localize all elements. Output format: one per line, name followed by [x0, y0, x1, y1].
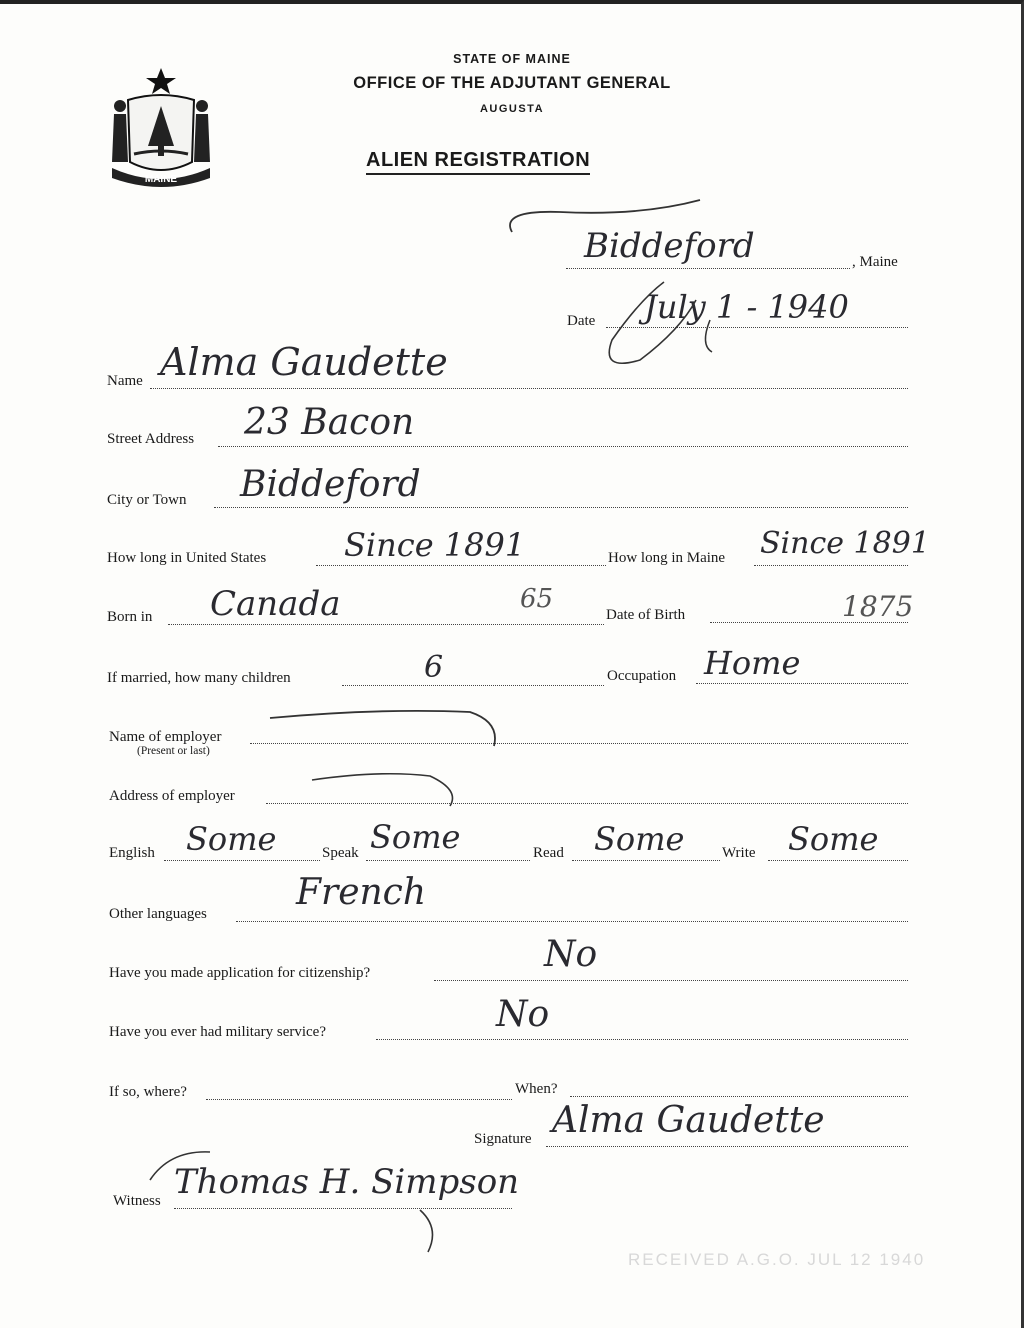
- date-entry: July 1 - 1940: [644, 288, 849, 326]
- citizenship-label: Have you made application for citizenship?: [109, 965, 371, 981]
- svg-text:MAINE: MAINE: [144, 174, 178, 185]
- other-languages-entry: French: [296, 872, 427, 913]
- dob-entry: 1875: [842, 590, 914, 623]
- street-label: Street Address: [107, 431, 195, 447]
- write-entry: Some: [788, 820, 879, 858]
- city-entry: Biddeford: [240, 464, 421, 505]
- citizenship-entry: No: [544, 934, 598, 975]
- read-entry: Some: [594, 820, 685, 858]
- signature-label: Signature: [474, 1131, 532, 1147]
- name-entry: Alma Gaudette: [160, 340, 448, 384]
- born-entry: Canada: [210, 584, 341, 624]
- english-label: English: [109, 845, 155, 861]
- witness-entry: Thomas H. Simpson: [174, 1162, 520, 1202]
- military-label: Have you ever had military service?: [109, 1024, 326, 1040]
- other-languages-label: Other languages: [109, 906, 207, 922]
- state-heading: STATE OF MAINE: [453, 52, 571, 66]
- where-label: If so, where?: [109, 1084, 187, 1100]
- read-label: Read: [533, 845, 564, 861]
- us-duration-entry: Since 1891: [344, 526, 526, 564]
- name-label: Name: [107, 373, 143, 389]
- maine-suffix: , Maine: [852, 254, 898, 270]
- occupation-label: Occupation: [607, 668, 677, 684]
- city-label: City or Town: [107, 492, 187, 508]
- us-duration-label: How long in United States: [107, 550, 267, 566]
- employer-sublabel: (Present or last): [137, 745, 210, 757]
- occupation-entry: Home: [704, 644, 801, 682]
- employer-address-label: Address of employer: [109, 788, 235, 804]
- english-entry: Some: [186, 820, 277, 858]
- town-entry: Biddeford: [584, 226, 755, 266]
- city-heading: AUGUSTA: [479, 103, 545, 115]
- maine-duration-entry: Since 1891: [760, 526, 930, 561]
- military-entry: No: [496, 994, 550, 1035]
- children-label: If married, how many children: [107, 670, 291, 686]
- speak-label: Speak: [322, 845, 359, 861]
- dob-label: Date of Birth: [606, 607, 686, 623]
- witness-label: Witness: [113, 1193, 161, 1209]
- born-label: Born in: [107, 609, 153, 625]
- age-entry: 65: [520, 584, 554, 614]
- signature-entry: Alma Gaudette: [552, 1100, 825, 1141]
- write-label: Write: [722, 845, 756, 861]
- date-label: Date: [567, 313, 596, 329]
- office-heading: OFFICE OF THE ADJUTANT GENERAL: [353, 74, 671, 92]
- when-label: When?: [515, 1081, 558, 1097]
- maine-duration-label: How long in Maine: [608, 550, 726, 566]
- children-entry: 6: [424, 650, 444, 685]
- form-title: ALIEN REGISTRATION: [366, 149, 590, 175]
- employer-label: Name of employer: [109, 729, 222, 745]
- street-entry: 23 Bacon: [244, 402, 415, 443]
- received-stamp: RECEIVED A.G.O. JUL 12 1940: [628, 1250, 926, 1269]
- speak-entry: Some: [370, 818, 461, 856]
